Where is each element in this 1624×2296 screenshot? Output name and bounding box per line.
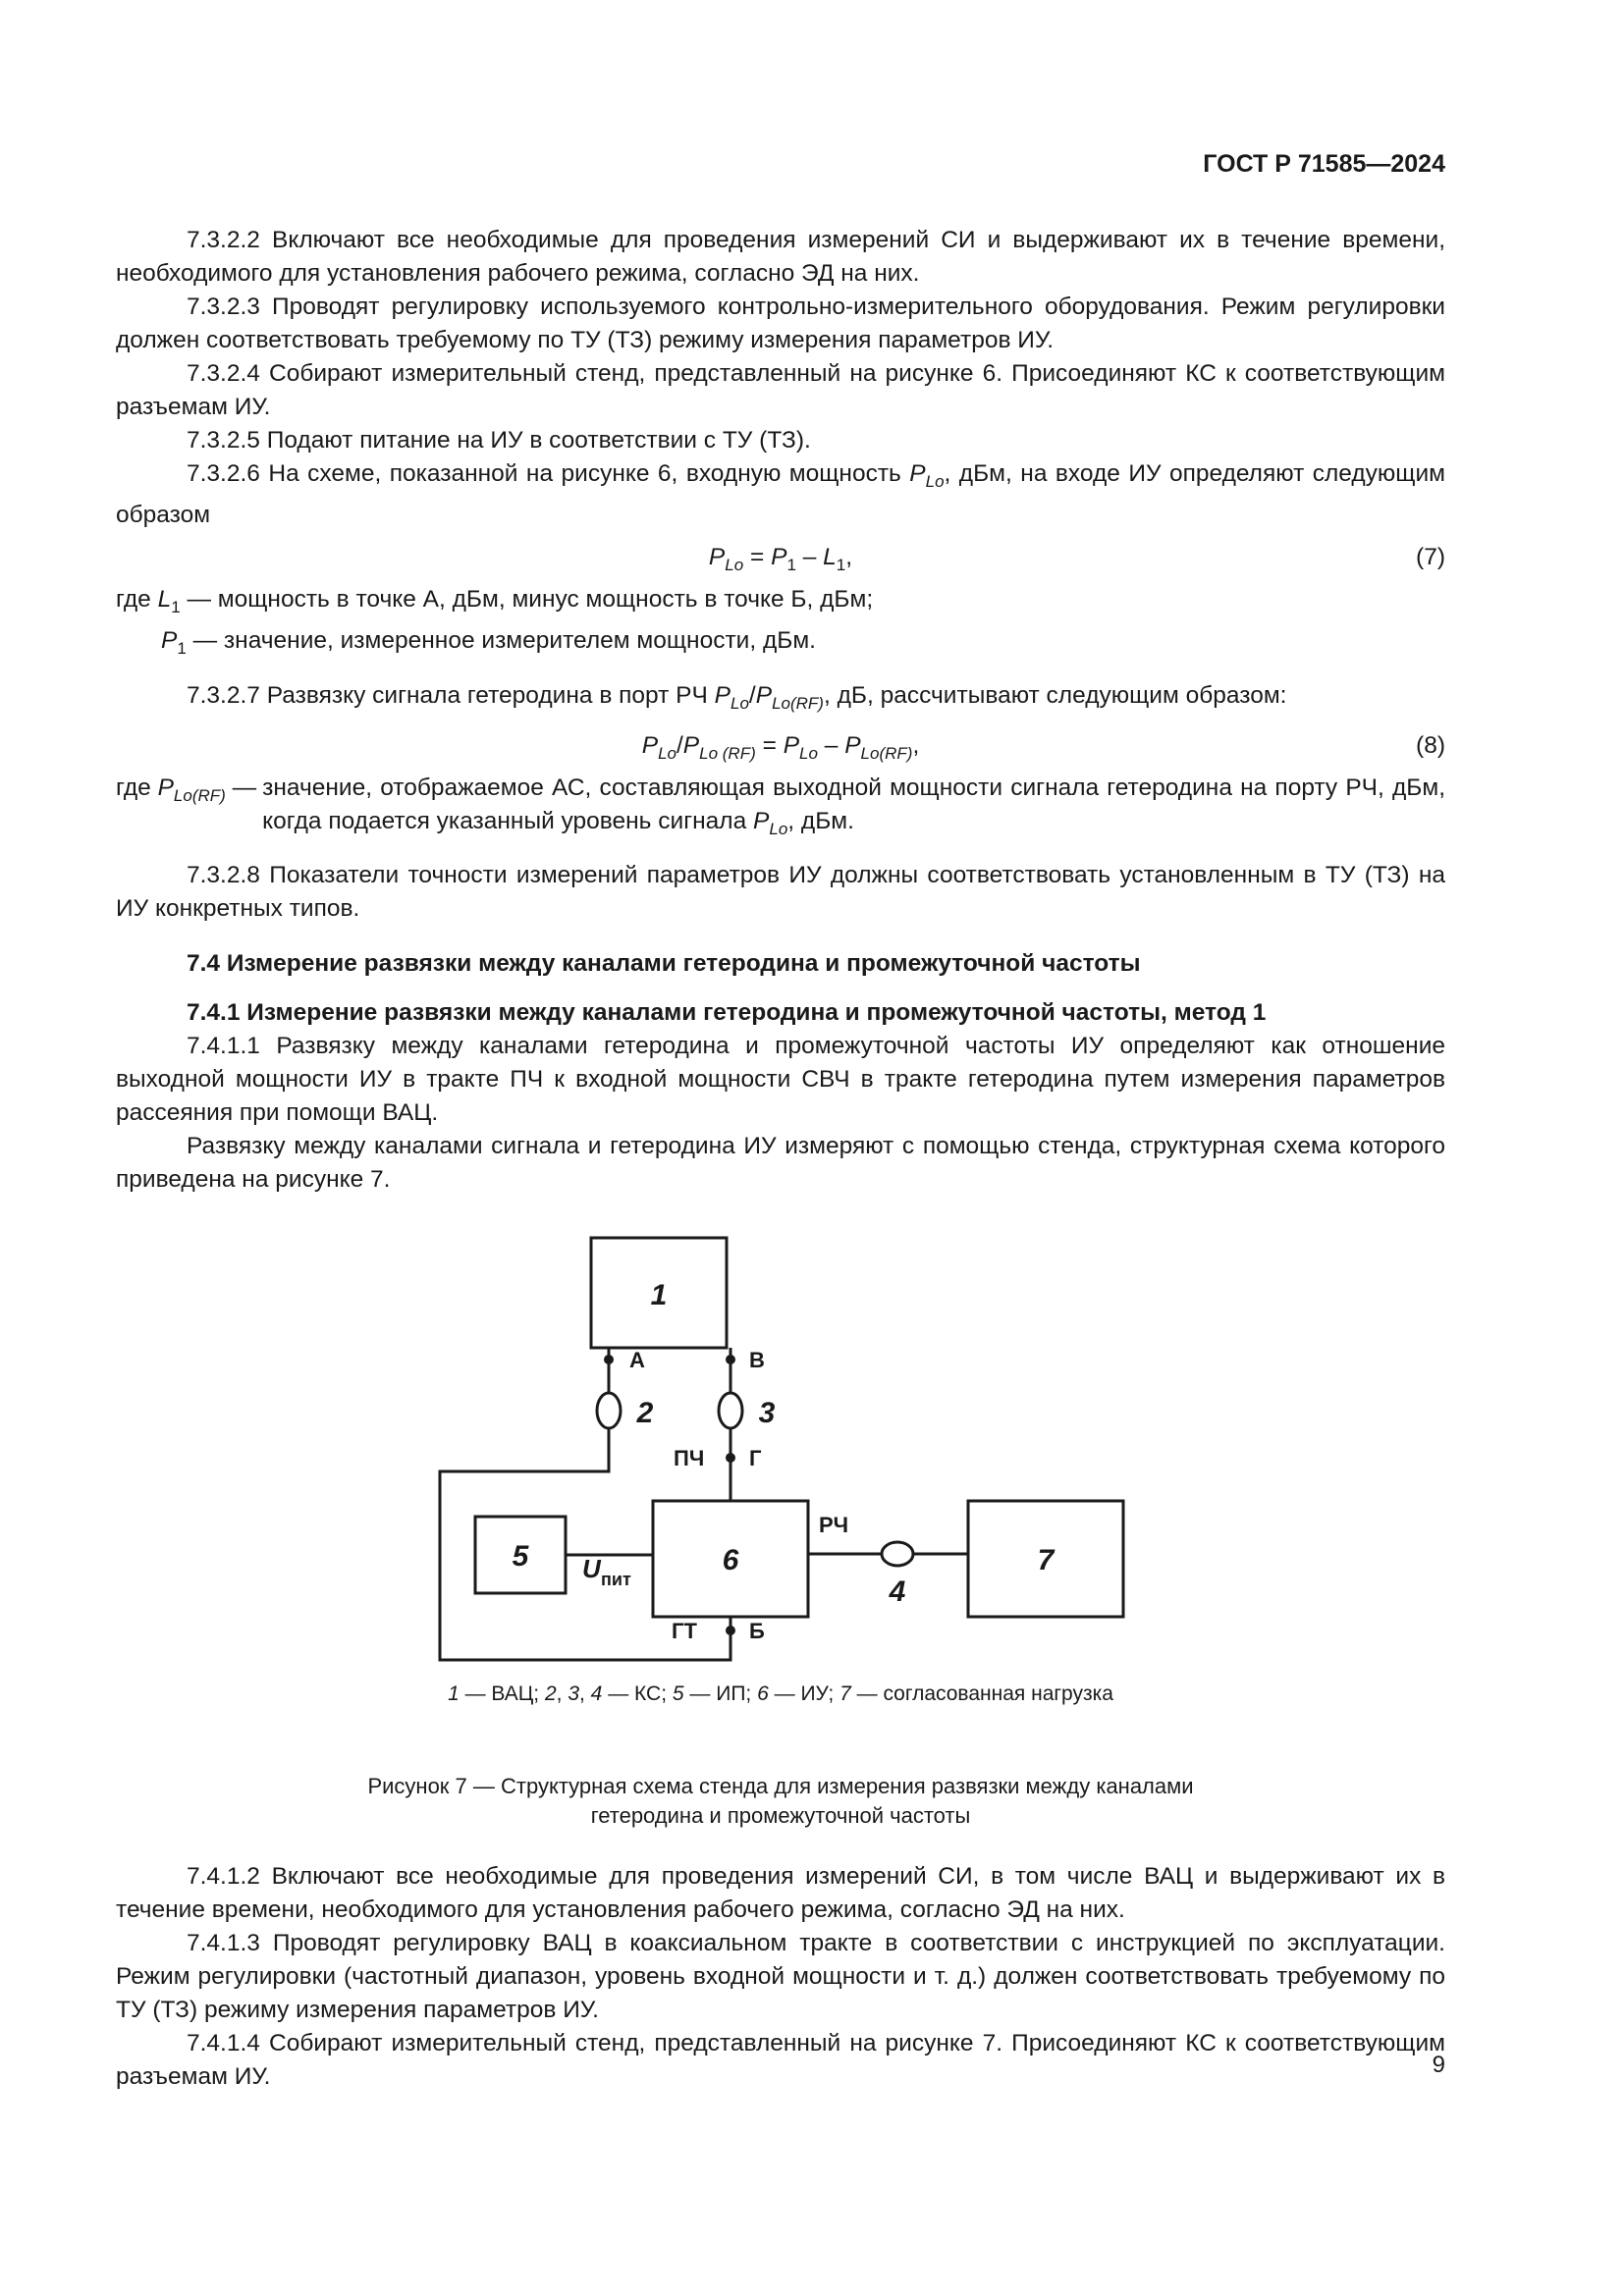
point-v-dot [726,1355,735,1364]
para-7-3-2-7: 7.3.2.7 Развязку сигнала гетеродина в порт РЧ $P_{Lo}/P_{Lo(RF)}$, дБ, рассчитывают следующим образом: [187,681,1287,713]
where-line: где $L_1$ — мощность в точке А, дБм, минус мощность в точке Б, дБм; [116,585,874,616]
schematic [116,1226,1445,1736]
label-block-5: 5 [512,1540,529,1574]
label-block-7: 7 [1037,1544,1055,1577]
label-point-a: А [629,1348,645,1373]
standard-header: ГОСТ Р 71585—2024 [1203,150,1445,178]
equation-8: $P_{Lo}/P_{Lo (RF)} = P_{Lo} - P_{Lo(RF)}$, (8) [116,721,1445,772]
cable-4-symbol-lower [882,1554,913,1566]
para-7-4-1-2: 7.4.1.2 Включают все необходимые для проведения измерений СИ, в том числе ВАЦ и выдерживают их в течение времени, необходимого для установления рабочего режима, согласно ЭД на них. [116,1863,1445,1924]
figure-legend: 1 — ВАЦ; 2, 3, 4 — КС; 5 — ИП; 6 — ИУ; 7 — согласованная нагрузка [448,1682,1113,1706]
equation-number: (8) [1416,731,1445,759]
page-number: 9 [1432,2052,1445,2078]
para-7-3-2-3: 7.3.2.3 Проводят регулировку используемого контрольно-измерительного оборудования. Режим регулировки должен соответствовать требуемому по ТУ (ТЗ) режиму измерения параметров ИУ. [116,294,1445,353]
label-cable-4: 4 [889,1575,906,1609]
para-7-4-1-1-b: Развязку между каналами сигнала и гетеродина ИУ измеряют с помощью стенда, структурная схема которого приведена на рисунке 7. [116,1133,1445,1194]
para-7-3-2-8: 7.3.2.8 Показатели точности измерений параметров ИУ должны соответствовать установленным в ТУ (ТЗ) на ИУ конкретных типов. [116,862,1445,923]
label-cable-3: 3 [758,1397,776,1430]
body-text [116,224,1445,2094]
label-point-g: Г [749,1446,762,1471]
label-point-v: В [749,1348,765,1373]
figure-7-diagram [116,1226,1445,1736]
label-supply-u: U [582,1554,601,1584]
where-line: $P_1$ — значение, измеренное измерителем мощности, дБм. [161,626,816,658]
label-port-rf: РЧ [819,1513,849,1538]
equation-7: $P_{Lo} = P_1 - L_1$, (7) [116,532,1445,583]
label-port-lo: ГТ [672,1619,697,1644]
point-b-dot [726,1626,735,1635]
point-a-dot [604,1355,614,1364]
heading-7-4: 7.4 Измерение развязки между каналами гетеродина и промежуточной частоты [187,950,1141,978]
label-block-6: 6 [722,1544,739,1577]
label-port-if: ПЧ [674,1446,705,1471]
cable-4-symbol [882,1542,913,1554]
point-g-dot [726,1453,735,1463]
figure-caption: Рисунок 7 — Структурная схема стенда для измерения развязки между каналами гетеродина и промежуточной частоты [367,1774,1194,1829]
para-7-4-1-1: 7.4.1.1 Развязку между каналами гетеродина и промежуточной частоты ИУ определяют как отношение выходной мощности ИУ в тракте ПЧ к входной мощности СВЧ в тракте гетеродина путем измерения параметров рассеяния при помощи ВАЦ. [116,1033,1445,1127]
heading-7-4-1: 7.4.1 Измерение развязки между каналами гетеродина и промежуточной частоты, метод 1 [187,999,1267,1027]
label-block-1: 1 [650,1279,668,1312]
label-cable-2: 2 [636,1397,654,1430]
where-block-8: где $P_{Lo(RF)}$ — значение, отображаемое АС, составляющая выходной мощности сигнала гетеродина на порту РЧ, дБм, когда подается указанный уровень сигнала $P_{Lo}$, дБм. [116,774,1445,838]
para-7-4-1-4: 7.4.1.4 Собирают измерительный стенд, представленный на рисунке 7. Присоединяют КС к соответствующим разъемам ИУ. [116,2030,1445,2091]
para-7-3-2-6: 7.3.2.6 На схеме, показанной на рисунке 6, входную мощность $P_{Lo}$, дБм, на входе ИУ определяют следующим образом [116,460,1445,528]
para-7-3-2-4: 7.3.2.4 Собирают измерительный стенд, представленный на рисунке 6. Присоединяют КС к соответствующим разъемам ИУ. [116,360,1445,420]
label-point-b: Б [749,1619,765,1644]
para-7-3-2-5: 7.3.2.5 Подают питание на ИУ в соответствии с ТУ (ТЗ). [187,427,811,454]
cable-3-symbol [719,1393,742,1428]
label-supply-sub: пит [601,1570,631,1590]
para-7-4-1-3: 7.4.1.3 Проводят регулировку ВАЦ в коаксиальном тракте в соответствии с инструкцией по эксплуатации. Режим регулировки (частотный диапазон, уровень входной мощности и т. д.) должен соответствовать требуемому по ТУ (ТЗ) режиму измерения параметров ИУ. [116,1930,1445,2024]
para-7-3-2-2: 7.3.2.2 Включают все необходимые для проведения измерений СИ и выдерживают их в течение времени, необходимого для установления рабочего режима, согласно ЭД на них. [116,227,1445,287]
equation-number: (7) [1416,543,1445,570]
cable-2-symbol [597,1393,621,1428]
